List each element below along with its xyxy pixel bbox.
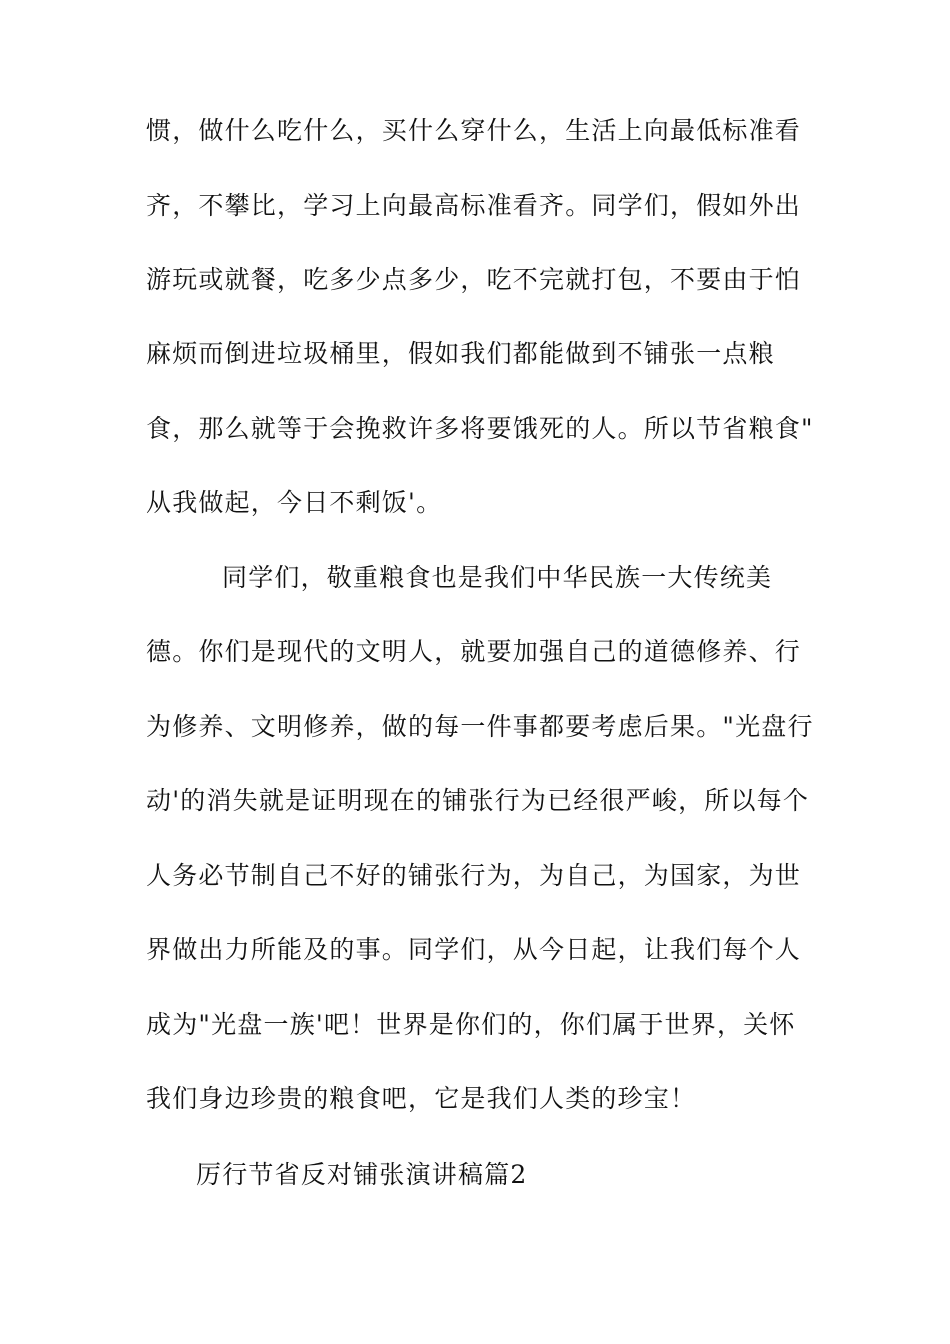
text-line: 我们身边珍贵的粮食吧，它是我们人类的珍宝！ bbox=[146, 1084, 697, 1113]
text-line: 从我做起，今日不剩饭'。 bbox=[146, 488, 443, 517]
text-line: 界做出力所能及的事。同学们，从今日起，让我们每个人 bbox=[146, 935, 802, 964]
text-line: 齐，不攀比，学习上向最高标准看齐。同学们，假如外出 bbox=[146, 191, 802, 220]
section-heading: 厉行节省反对铺张演讲稿篇2 bbox=[196, 1160, 528, 1189]
text-line: 为修养、文明修养，做的每一件事都要考虑后果。"光盘行 bbox=[146, 712, 814, 741]
text-line: 人务必节制自己不好的铺张行为，为自己，为国家，为世 bbox=[146, 861, 802, 890]
text-line: 成为"光盘一族'吧！世界是你们的，你们属于世界，关怀 bbox=[146, 1010, 796, 1039]
text-line: 游玩或就餐，吃多少点多少，吃不完就打包，不要由于怕 bbox=[146, 265, 802, 294]
text-line: 动'的消失就是证明现在的铺张行为已经很严峻，所以每个 bbox=[146, 786, 810, 815]
text-line: 同学们，敬重粮食也是我们中华民族一大传统美 bbox=[222, 563, 773, 592]
text-line: 德。你们是现代的文明人，就要加强自己的道德修养、行 bbox=[146, 637, 802, 666]
text-line: 惯，做什么吃什么，买什么穿什么，生活上向最低标准看 bbox=[146, 116, 802, 145]
text-line: 麻烦而倒进垃圾桶里，假如我们都能做到不铺张一点粮 bbox=[146, 339, 775, 368]
text-line: 食，那么就等于会挽救许多将要饿死的人。所以节省粮食" bbox=[146, 414, 814, 443]
